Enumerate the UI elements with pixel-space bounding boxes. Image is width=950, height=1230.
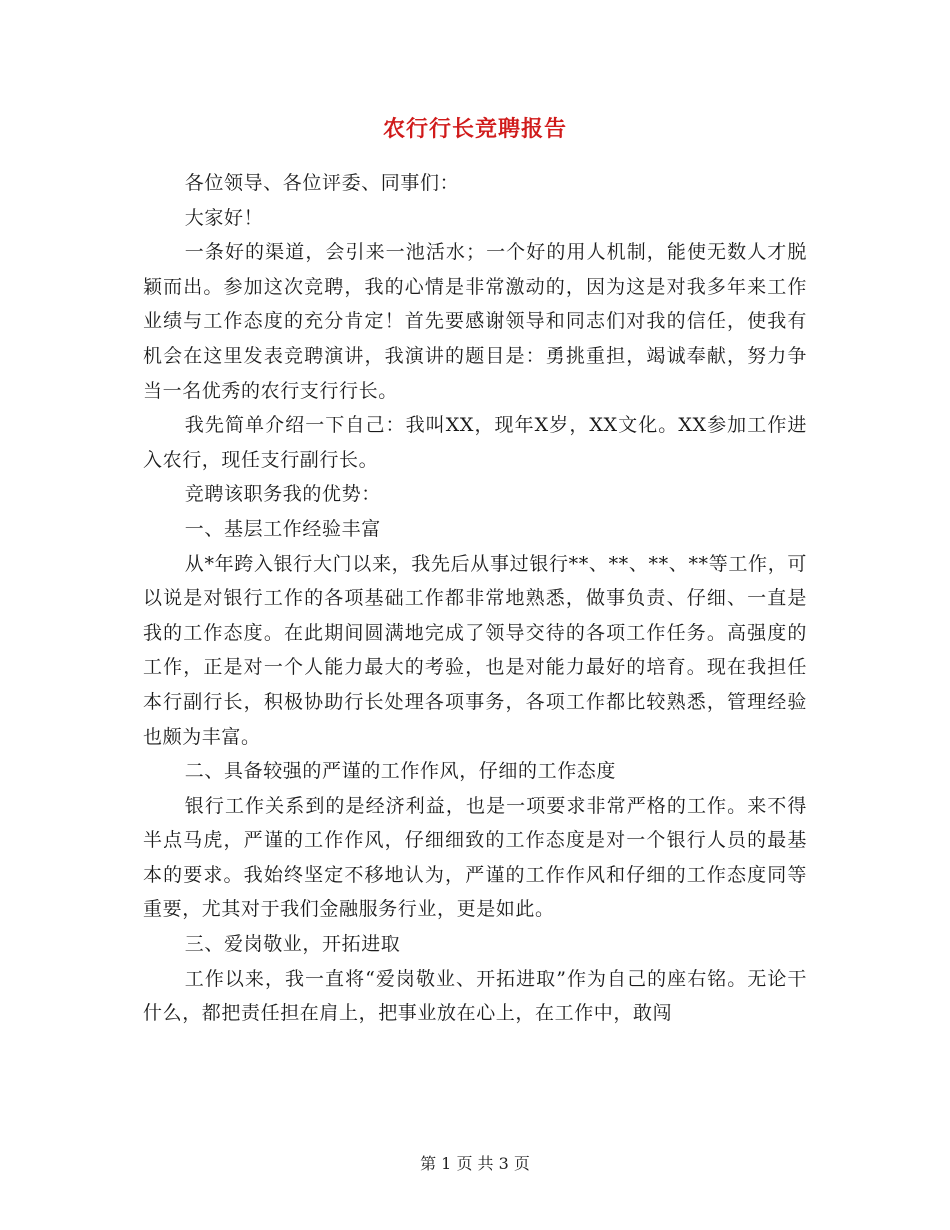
document-title: 农行行长竞聘报告 bbox=[382, 116, 567, 142]
paragraph-self-introduction: 我先简单介绍一下自己：我叫XX，现年X岁，XX文化。XX参加工作进入农行，现任支行副行长。 bbox=[143, 414, 807, 471]
paragraph-intro: 一条好的渠道，会引来一池活水；一个好的用人机制，能使无数人才脱颖而出。参加这次竞聘，我的心情是非常激动的，因为这是对我多年来工作业绩与工作态度的充分肯定！首先要感谢领导和同志们对我的信任，使我有机会在这里发表竞聘演讲，我演讲的题目是：勇挑重担，竭诚奉献，努力争当一名优秀的农行支行行长。 bbox=[143, 241, 807, 402]
section-heading-1: 一、基层工作经验丰富 bbox=[184, 517, 381, 540]
paragraph-salutation: 各位领导、各位评委、同事们： bbox=[184, 172, 460, 194]
section-heading-2: 二、具备较强的严谨的工作作风，仔细的工作态度 bbox=[184, 760, 616, 783]
paragraph-greeting: 大家好！ bbox=[184, 206, 264, 229]
paragraph-section-2: 银行工作关系到的是经济利益，也是一项要求非常严格的工作。来不得半点马虎，严谨的工作作风，仔细细致的工作态度是对一个银行人员的最基本的要求。我始终坚定不移地认为，严谨的工作作风和仔细的工作态度同等重要，尤其对于我们金融服务行业，更是如此。 bbox=[143, 794, 807, 921]
paragraph-advantages-heading: 竞聘该职务我的优势： bbox=[184, 483, 381, 506]
paragraph-section-3: 工作以来，我一直将“爱岗敬业、开拓进取”作为自己的座右铭。无论干什么，都把责任担在肩上，把事业放在心上，在工作中，敢闯 bbox=[143, 967, 807, 1025]
section-heading-3: 三、爱岗敬业，开拓进取 bbox=[184, 933, 401, 956]
paragraph-section-1: 从*年跨入银行大门以来，我先后从事过银行**、**、**、**等工作，可以说是对银行工作的各项基础工作都非常地熟悉，做事负责、仔细、一直是我的工作态度。在此期间圆满地完成了领导交待的各项工作任务。高强度的工作，正是对一个人能力最大的考验，也是对能力最好的培育。现在我担任本行副行长，积极协助行长处理各项事务，各项工作都比较熟悉，管理经验也颇为丰富。 bbox=[143, 552, 807, 748]
page-footer: 第 1 页 共 3 页 bbox=[420, 1154, 530, 1173]
document-body bbox=[143, 166, 807, 1031]
